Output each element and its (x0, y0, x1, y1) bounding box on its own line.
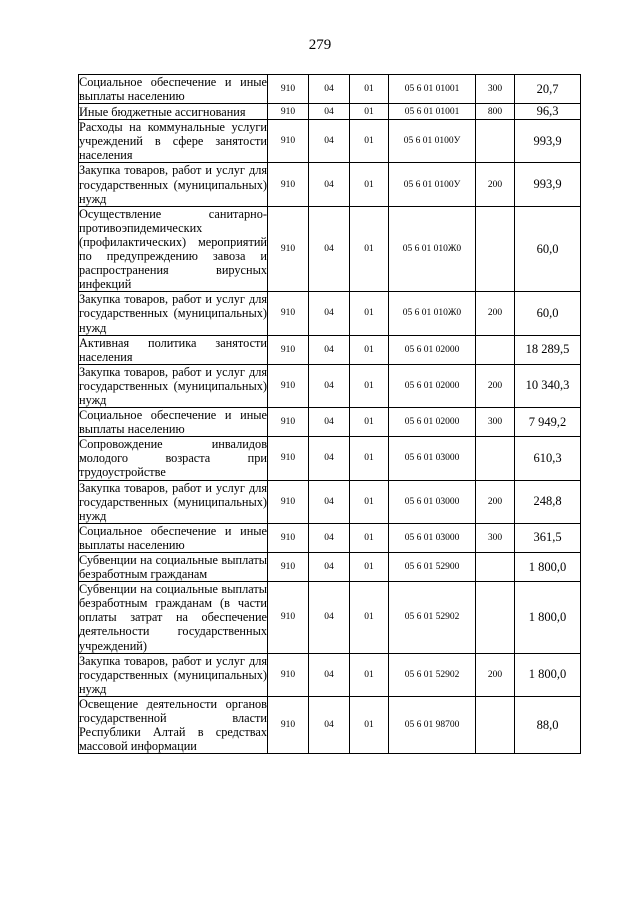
expense-type-code (476, 582, 515, 653)
amount: 20,7 (515, 75, 581, 104)
section-code: 04 (309, 292, 350, 335)
admin-code: 910 (268, 582, 309, 653)
item-name: Социальное обеспечение и иные выплаты населению (79, 408, 267, 437)
amount: 361,5 (515, 523, 581, 552)
amount: 7 949,2 (515, 408, 581, 437)
admin-code: 910 (268, 653, 309, 696)
section-code: 04 (309, 408, 350, 437)
admin-code: 910 (268, 75, 309, 104)
target-article-code: 05 6 01 03000 (389, 523, 476, 552)
table-row (79, 292, 581, 335)
section-code: 04 (309, 582, 350, 653)
target-article-code: 05 6 01 01001 (389, 75, 476, 104)
target-article-code: 05 6 01 03000 (389, 480, 476, 523)
section-code: 04 (309, 480, 350, 523)
table-row (79, 696, 581, 753)
amount: 1 800,0 (515, 653, 581, 696)
target-article-code: 05 6 01 02000 (389, 408, 476, 437)
subsection-code: 01 (350, 480, 389, 523)
admin-code: 910 (268, 480, 309, 523)
item-name: Иные бюджетные ассигнования (79, 104, 268, 120)
table-row (79, 523, 581, 552)
subsection-code: 01 (350, 696, 389, 753)
amount: 1 800,0 (515, 582, 581, 653)
amount: 60,0 (515, 206, 581, 292)
subsection-code: 01 (350, 437, 389, 480)
subsection-code: 01 (350, 582, 389, 653)
subsection-code: 01 (350, 163, 389, 206)
target-article-code: 05 6 01 02000 (389, 335, 476, 364)
target-article-code: 05 6 01 98700 (389, 696, 476, 753)
target-article-code: 05 6 01 01001 (389, 104, 476, 120)
amount: 610,3 (515, 437, 581, 480)
subsection-code: 01 (350, 335, 389, 364)
expense-type-code (476, 120, 515, 163)
section-code: 04 (309, 364, 350, 407)
target-article-code: 05 6 01 52902 (389, 653, 476, 696)
subsection-code: 01 (350, 75, 389, 104)
admin-code: 910 (268, 523, 309, 552)
item-name: Закупка товаров, работ и услуг для государственных (муниципальных) нужд (79, 364, 267, 407)
item-name: Активная политика занятости населения (79, 335, 267, 364)
section-code: 04 (309, 523, 350, 552)
admin-code: 910 (268, 335, 309, 364)
subsection-code: 01 (350, 364, 389, 407)
section-code: 04 (309, 120, 350, 163)
amount: 1 800,0 (515, 553, 581, 582)
expense-type-code (476, 553, 515, 582)
target-article-code: 05 6 01 03000 (389, 437, 476, 480)
target-article-code: 05 6 01 0100У (389, 163, 476, 206)
table-row (79, 120, 581, 163)
item-name: Закупка товаров, работ и услуг для государственных (муниципальных) нужд (79, 292, 267, 335)
expense-type-code: 200 (476, 163, 515, 206)
target-article-code: 05 6 01 0100У (389, 120, 476, 163)
subsection-code: 01 (350, 292, 389, 335)
section-code: 04 (309, 163, 350, 206)
page-number: 279 (308, 37, 332, 53)
table-row (79, 335, 581, 364)
section-code: 04 (309, 335, 350, 364)
amount: 18 289,5 (515, 335, 581, 364)
section-code: 04 (309, 653, 350, 696)
expense-type-code (476, 206, 515, 292)
expense-type-code: 200 (476, 653, 515, 696)
item-name: Закупка товаров, работ и услуг для государственных (муниципальных) нужд (79, 163, 267, 206)
admin-code: 910 (268, 408, 309, 437)
admin-code: 910 (268, 553, 309, 582)
section-code: 04 (309, 553, 350, 582)
section-code: 04 (309, 696, 350, 753)
expense-type-code: 200 (476, 292, 515, 335)
expense-type-code: 300 (476, 75, 515, 104)
item-name: Освещение деятельности органов государственной власти Республики Алтай в средствах массовой информации (79, 696, 267, 754)
item-name: Осуществление санитарно-противоэпидемических (профилактических) мероприятий по предупреждению завоза и распространения вирусных инфекций (79, 206, 267, 292)
target-article-code: 05 6 01 02000 (389, 364, 476, 407)
admin-code: 910 (268, 120, 309, 163)
expense-type-code: 800 (476, 104, 515, 120)
subsection-code: 01 (350, 553, 389, 582)
table-row (79, 553, 581, 582)
table-row (79, 653, 581, 696)
table-row (79, 206, 581, 292)
expense-type-code (476, 335, 515, 364)
subsection-code: 01 (350, 523, 389, 552)
target-article-code: 05 6 01 52900 (389, 553, 476, 582)
item-name: Социальное обеспечение и иные выплаты населению (79, 523, 267, 552)
table-row (79, 582, 581, 653)
amount: 993,9 (515, 120, 581, 163)
item-name: Расходы на коммунальные услуги учреждений в сфере занятости населения (79, 120, 267, 163)
subsection-code: 01 (350, 206, 389, 292)
table-row (79, 163, 581, 206)
target-article-code: 05 6 01 010Ж0 (389, 206, 476, 292)
amount: 248,8 (515, 480, 581, 523)
target-article-code: 05 6 01 52902 (389, 582, 476, 653)
amount: 88,0 (515, 696, 581, 753)
table-row (79, 480, 581, 523)
budget-table-body (79, 75, 581, 754)
subsection-code: 01 (350, 408, 389, 437)
admin-code: 910 (268, 206, 309, 292)
amount: 10 340,3 (515, 364, 581, 407)
subsection-code: 01 (350, 104, 389, 120)
section-code: 04 (309, 75, 350, 104)
table-row (79, 408, 581, 437)
admin-code: 910 (268, 364, 309, 407)
item-name: Социальное обеспечение и иные выплаты населению (79, 75, 267, 104)
admin-code: 910 (268, 104, 309, 120)
amount: 993,9 (515, 163, 581, 206)
section-code: 04 (309, 206, 350, 292)
item-name: Закупка товаров, работ и услуг для государственных (муниципальных) нужд (79, 653, 267, 696)
admin-code: 910 (268, 163, 309, 206)
admin-code: 910 (268, 696, 309, 753)
table-row (79, 437, 581, 480)
table-row (79, 104, 581, 120)
expense-type-code: 200 (476, 480, 515, 523)
expense-type-code (476, 437, 515, 480)
section-code: 04 (309, 437, 350, 480)
target-article-code: 05 6 01 010Ж0 (389, 292, 476, 335)
budget-table (78, 74, 581, 754)
subsection-code: 01 (350, 120, 389, 163)
expense-type-code: 200 (476, 364, 515, 407)
admin-code: 910 (268, 292, 309, 335)
admin-code: 910 (268, 437, 309, 480)
subsection-code: 01 (350, 653, 389, 696)
table-row (79, 75, 581, 104)
section-code: 04 (309, 104, 350, 120)
item-name: Закупка товаров, работ и услуг для государственных (муниципальных) нужд (79, 480, 267, 523)
table-row (79, 364, 581, 407)
amount: 60,0 (515, 292, 581, 335)
amount: 96,3 (515, 104, 581, 120)
item-name: Сопровождение инвалидов молодого возраста при трудоустройстве (79, 437, 267, 480)
item-name: Субвенции на социальные выплаты безработным гражданам (79, 553, 267, 582)
expense-type-code: 300 (476, 523, 515, 552)
expense-type-code: 300 (476, 408, 515, 437)
item-name: Субвенции на социальные выплаты безработным гражданам (в части оплаты затрат на обеспечение деятельности государственных учреждений) (79, 582, 267, 653)
expense-type-code (476, 696, 515, 753)
